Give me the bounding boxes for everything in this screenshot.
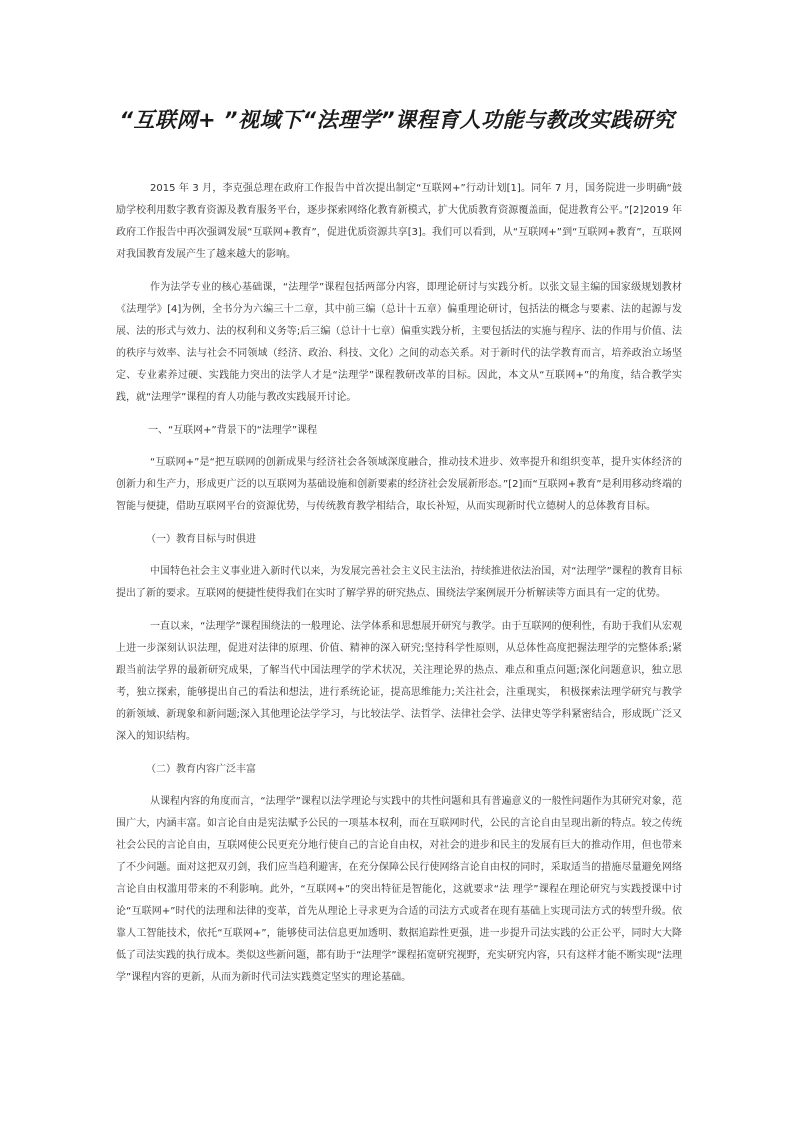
document-title: “互联网+ ”视域下“法理学”课程育人功能与教改实践研究: [119, 108, 675, 132]
paragraph-course-content: 从课程内容的角度而言，“法理学”课程以法学理论与实践中的共性问题和具有普遍意义的一般性问题作为其研究对象，范围广大，内涵丰富。如言论自由是宪法赋予公民的一项基本权利，而在互联网时代，公民的言论自由呈现出新的特点。较之传统社会公民的言论自由，互联网使公民更充分地行使自己的言论自由权，对社会的进步和民主的发展有巨大的推动作用，但也带来了不少问题。面对这把双刃剑，我们应当趋利避害，在充分保障公民行使网络言论自由权的同时，采取适当的措施尽量避免网络言论自由权滥用带来的不利影响。此外，“互联网+”的突出特征是智能化，这就要求“法 理学”课程在理论研究与实践授课中讨论“互联网+”时代的法理和法律的变革，首先从理论上寻求更为合适的司法方式或者在现有基础上实现司法方式的转型升级。依靠人工智能技术，依托“互联网+”，能够使司法信息更加透明、数据追踪性更强，进一步提升司法实践的公正公平，同时大大降低了司法实践的执行成本。类似这些新问题，都有助于“法理学”课程拓宽研究视野，充实研究内容，只有这样才能不断实现“法理学”课程内容的更新，从而为新时代司法实践奠定坚实的理论基础。: [116, 796, 682, 983]
subsection-heading-2: （二）教育内容广泛丰富: [146, 764, 256, 775]
section-heading-1: 一、“互联网+”背景下的“法理学”课程: [148, 425, 318, 436]
paragraph-internet-plus-definition: “互联网+”是“把互联网的创新成果与经济社会各领域深度融合，推动技术进步、效率提升和组织变革，提升实体经济的创新力和生产力，形成更广泛的以互联网为基础设施和创新要素的经济社会发展新形态。”[2]而“互联网+教育”是利用移动终端的智能与便捷，借助互联网平台的资源优势，与传统教育教学相结合，取长补短，从而实现新时代立德树人的总体教育目标。: [116, 457, 682, 512]
paragraph-intro: 2015 年 3 月，李克强总理在政府工作报告中首次提出制定“互联网+”行动计划[1]。同年 7 月，国务院进一步明确“鼓励学校利用数字教育资源及教育服务平台，逐步探索网络化教育新模式，扩大优质教育资源覆盖面，促进教育公平。”[2]2019 年政府工作报告中再次强调发展“互联网+教育”，促进优质资源共享[3]。我们可以看到，从“互联网+”到“互联网+教育”，互联网对我国教育发展产生了越来越大的影响。: [116, 183, 682, 260]
paragraph-course-research: 一直以来，“法理学”课程围绕法的一般理论、法学体系和思想展开研究与教学。由于互联网的便利性，有助于我们从宏观上进一步深刻认识法理，促进对法律的原理、价值、精神的深入研究;坚持科学性原则，从总体性高度把握法理学的完整体系;紧跟当前法学界的最新研究成果，了解当代中国法理学的学术状况，关注理论界的热点、难点和重点问题;深化问题意识，独立思考，独立探索，能够提出自己的看法和想法，进行系统论证，提高思维能力;关注社会，注重现实， 积极探索法理学研究与教学的新领域、新现象和新问题;深入其他理论法学学习，与比较法学、法哲学、法律社会学、法律史等学科紧密结合，形成既广泛又深入的知识结构。: [116, 621, 682, 742]
paragraph-course-overview: 作为法学专业的核心基础课，“法理学”课程包括两部分内容，即理论研讨与实践分析。以张文显主编的国家级规划教材《法理学》[4]为例，全书分为六编三十二章，其中前三编（总计十五章）偏重理论研讨，包括法的概念与要素、法的起源与发展、法的形式与效力、法的权利和义务等;后三编（总计十七章）偏重实践分析，主要包括法的实施与程序、法的作用与价值、法的秩序与效率、法与社会不同领域（经济、政治、科技、文化）之间的动态关系。对于新时代的法学教育而言，培养政治立场坚定、专业素养过硬、实践能力突出的法学人才是“法理学”课程教研改革的目标。因此，本文从“互联网+”的角度，结合教学实践，就“法理学”课程的育人功能与教改实践展开讨论。: [116, 282, 682, 403]
subsection-heading-1: （一）教育目标与时俱进: [146, 534, 256, 545]
document-body: [116, 178, 682, 1000]
paragraph-education-goal: 中国特色社会主义事业进入新时代以来，为发展完善社会主义民主法治，持续推进依法治国，对“法理学”课程的教育目标提出了新的要求。互联网的便捷性使得我们在实时了解学界的研究热点、围绕法学案例展开分析解读等方面具有一定的优势。: [116, 566, 682, 599]
